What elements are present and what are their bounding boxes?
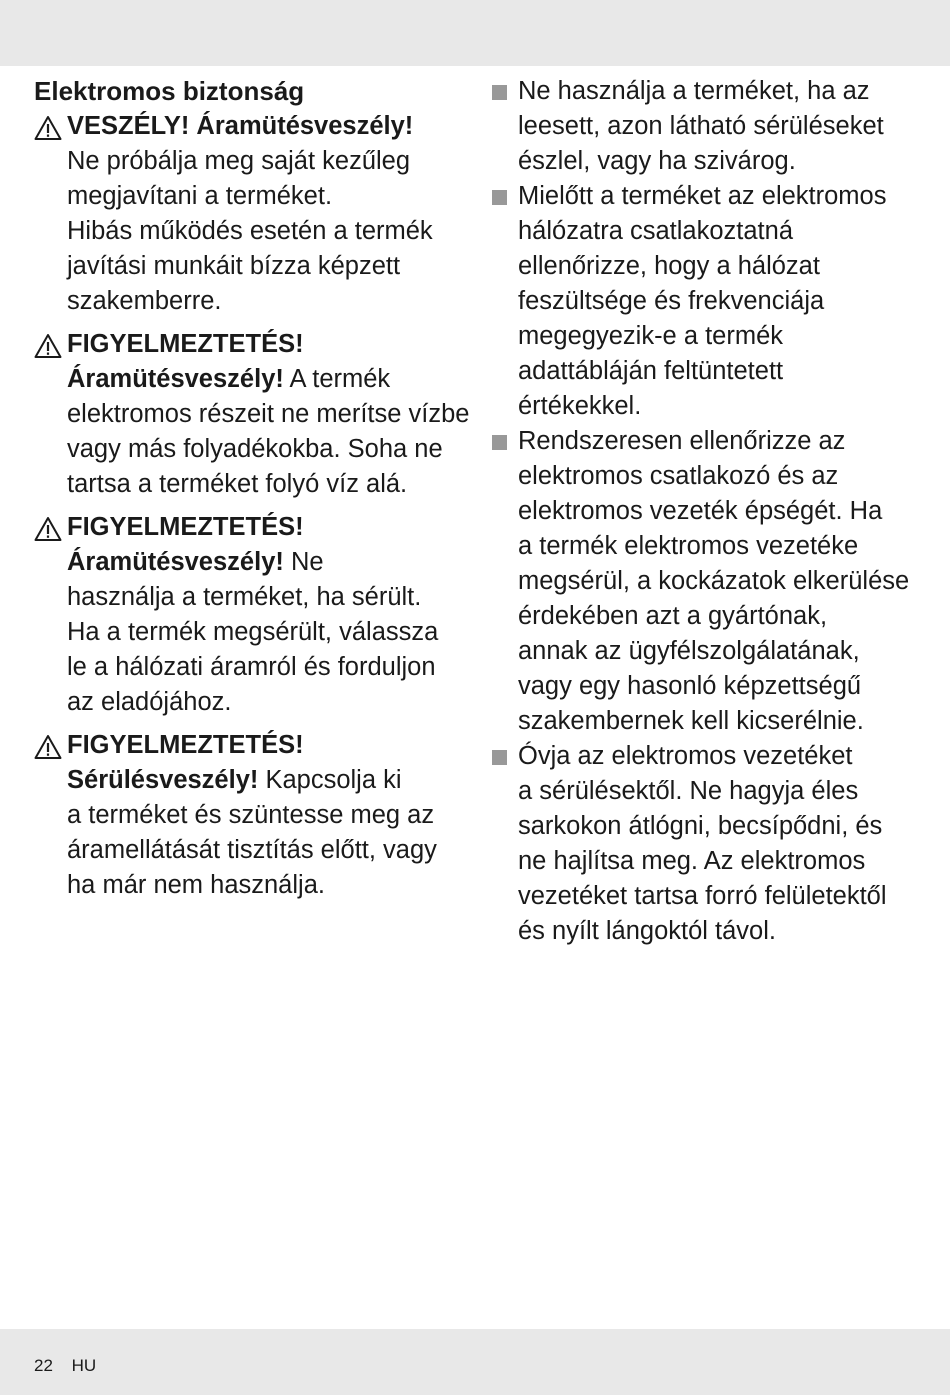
warning-body-line: vagy más folyadékokba. Soha ne	[67, 435, 443, 463]
warning-triangle-icon	[34, 734, 62, 760]
footer	[34, 1356, 110, 1376]
page-number: 22	[34, 1356, 53, 1375]
warning-heading	[34, 327, 474, 362]
bullet-item	[490, 179, 920, 424]
warning-body-line: Ha a termék megsérült, válassza	[67, 618, 439, 646]
warning-body-line: Hibás működés esetén a termék	[67, 217, 433, 245]
warning-body-line: javítási munkáit bízza képzett	[67, 252, 401, 280]
header-band	[0, 0, 950, 66]
warning-hazard: Áramütésveszély!	[67, 548, 284, 576]
bullet-line: a sérülésektől. Ne hagyja éles	[518, 777, 859, 805]
warning-body	[34, 362, 474, 502]
warning-block	[34, 327, 474, 502]
warning-body-line: ha már nem használja.	[67, 871, 325, 899]
square-bullet-icon	[492, 435, 507, 450]
bullet-item	[490, 739, 920, 949]
warning-body	[34, 763, 474, 903]
bullet-line: feszültsége és frekvenciája	[518, 287, 825, 315]
bullet-item	[490, 424, 920, 739]
bullet-line: hálózatra csatlakoztatná	[518, 217, 793, 245]
language-code: HU	[71, 1356, 97, 1375]
warning-body	[34, 144, 474, 319]
square-bullet-icon	[492, 750, 507, 765]
warning-block	[34, 109, 474, 319]
bullet-line: ellenőrizze, hogy a hálózat	[518, 252, 820, 280]
bullet-line: elektromos vezeték épségét. Ha	[518, 497, 883, 525]
warning-body-line: szakemberre.	[67, 287, 222, 315]
warning-heading-text: FIGYELMEZTETÉS!	[67, 731, 304, 759]
bullet-line: megsérül, a kockázatok elkerülése	[518, 567, 910, 595]
bullet-line: és nyílt lángoktól távol.	[518, 917, 776, 945]
bullet-line: észlel, vagy ha szivárog.	[518, 147, 796, 175]
warning-block	[34, 510, 474, 720]
warning-triangle-icon	[34, 516, 62, 542]
bullet-item	[490, 74, 920, 179]
warning-heading-text: FIGYELMEZTETÉS!	[67, 330, 304, 358]
bullet-line: Óvja az elektromos vezetéket	[518, 742, 853, 770]
warning-body-line: az eladójához.	[67, 688, 232, 716]
warning-heading	[34, 109, 474, 144]
bullet-list	[490, 74, 920, 949]
warning-body-line: Ne	[283, 548, 324, 576]
warning-triangle-icon	[34, 115, 62, 141]
bullet-line: leesett, azon látható sérüléseket	[518, 112, 884, 140]
bullet-line: vagy egy hasonló képzettségű	[518, 672, 862, 700]
warning-body-line: áramellátását tisztítás előtt, vagy	[67, 836, 437, 864]
bullet-line: elektromos csatlakozó és az	[518, 462, 839, 490]
bullet-line: a termék elektromos vezetéke	[518, 532, 859, 560]
bullet-line: szakembernek kell kicserélnie.	[518, 707, 864, 735]
bullet-line: Rendszeresen ellenőrizze az	[518, 427, 846, 455]
warning-body-line: megjavítani a terméket.	[67, 182, 333, 210]
bullet-line: értékekkel.	[518, 392, 642, 420]
warning-block	[34, 728, 474, 903]
warning-body-line: elektromos részeit ne merítse vízbe	[67, 400, 470, 428]
bullet-line: Ne használja a terméket, ha az	[518, 77, 870, 105]
warning-body-line: Ne próbálja meg saját kezűleg	[67, 147, 411, 175]
warning-heading-text: FIGYELMEZTETÉS!	[67, 513, 304, 541]
warning-body-line: Kapcsolja ki	[258, 766, 402, 794]
warning-hazard: Áramütésveszély!	[67, 365, 284, 393]
warning-body	[34, 545, 474, 720]
bullet-line: vezetéket tartsa forró felületektől	[518, 882, 887, 910]
bullet-line: annak az ügyfélszolgálatának,	[518, 637, 860, 665]
right-column	[490, 74, 920, 949]
square-bullet-icon	[492, 85, 507, 100]
warning-body-line: le a hálózati áramról és forduljon	[67, 653, 436, 681]
section-title: Elektromos biztonság	[34, 76, 305, 106]
footer-band	[0, 1329, 950, 1395]
warning-body-line: használja a terméket, ha sérült.	[67, 583, 422, 611]
warning-body-line: tartsa a terméket folyó víz alá.	[67, 470, 408, 498]
bullet-line: adattábláján feltüntetett	[518, 357, 784, 385]
bullet-line: érdekében azt a gyártónak,	[518, 602, 828, 630]
bullet-line: megegyezik-e a termék	[518, 322, 784, 350]
left-column	[34, 74, 474, 911]
warning-triangle-icon	[34, 333, 62, 359]
bullet-line: ne hajlítsa meg. Az elektromos	[518, 847, 866, 875]
warning-heading	[34, 510, 474, 545]
bullet-line: sarkokon átlógni, becsípődni, és	[518, 812, 883, 840]
warning-body-line: a terméket és szüntesse meg az	[67, 801, 435, 829]
warning-heading-text: VESZÉLY! Áramütésveszély!	[67, 112, 414, 140]
warning-heading	[34, 728, 474, 763]
square-bullet-icon	[492, 190, 507, 205]
warning-hazard: Sérülésveszély!	[67, 766, 259, 794]
warning-body-line: A termék	[283, 365, 391, 393]
bullet-line: Mielőtt a terméket az elektromos	[518, 182, 887, 210]
warnings-list	[34, 109, 474, 903]
